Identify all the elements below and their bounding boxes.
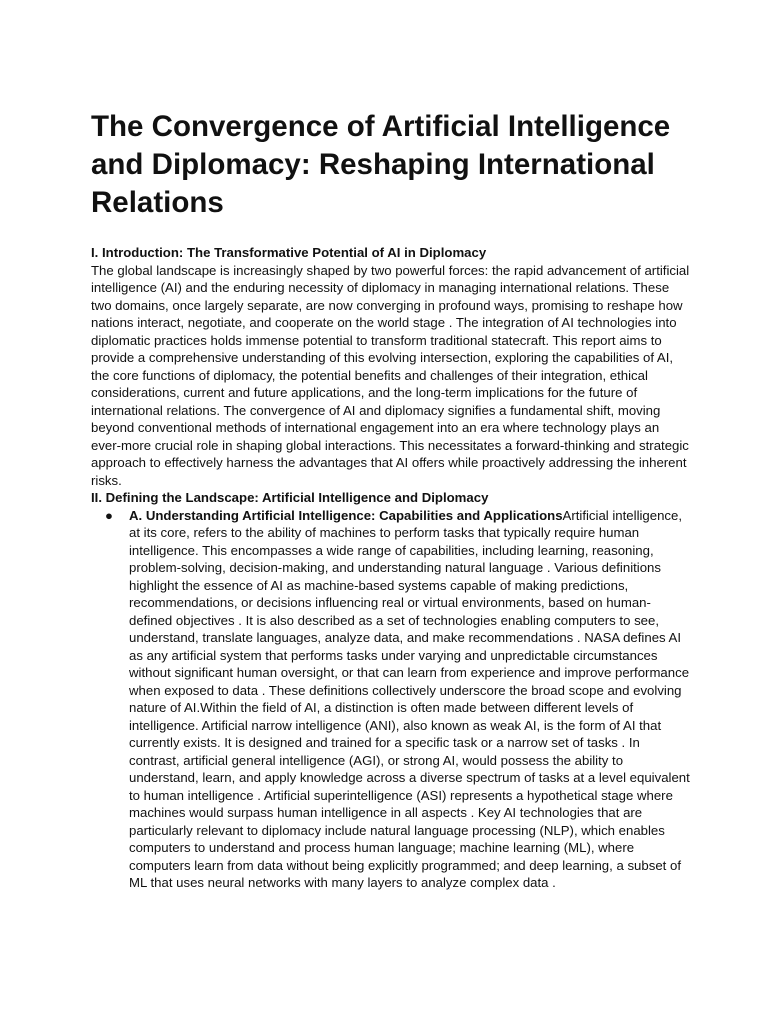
bullet-text: Artificial intelligence, at its core, refers to the ability of machines to perform tasks that typically require human intelligence. This encompasses a wide range of capabilities, including learning, reasoning, problem-solving, decision-making, and understanding natural language . Various definitions highlight the essence of AI as machine-based systems capable of making predictions, recommendations, or decisions influencing real or virtual environments, based on human-defined objectives . It is also described as a set of technologies enabling computers to see, understand, translate languages, analyze data, and make recommendations . NASA defines AI as any artificial system that performs tasks under varying and unpredictable circumstances without significant human oversight, or that can learn from experience and improve performance when exposed to data . These definitions collectively underscore the broad scope and evolving nature of AI.Within the field of AI, a distinction is often made between different levels of intelligence. Artificial narrow intelligence (ANI), also known as weak AI, is the form of AI that currently exists. It is designed and trained for a specific task or a narrow set of tasks . In contrast, artificial general intelligence (AGI), or strong AI, would possess the ability to understand, learn, and apply knowledge across a diverse spectrum of tasks at a level equivalent to human intelligence . Artificial superintelligence (ASI) represents a hypothetical stage where machines would surpass human intelligence in all aspects . Key AI technologies that are particularly relevant to diplomacy include natural language processing (NLP), which enables computers to understand and process human language; machine learning (ML), where computers learn from data without being explicitly programmed; and deep learning, a subset of ML that uses neural networks with many layers to analyze complex data . xyxy=(129,507,690,890)
document-title: The Convergence of Artificial Intelligence and Diplomacy: Reshaping International Relations xyxy=(91,110,671,219)
bullet-list xyxy=(91,507,691,892)
section-defining-landscape xyxy=(91,489,691,892)
bullet-heading: A. Understanding Artificial Intelligence: Capabilities and Applications xyxy=(129,507,563,523)
introduction-paragraph: The global landscape is increasingly shaped by two powerful forces: the rapid advancement of artificial intelligence (AI) and the enduring necessity of diplomacy in managing international relations. These two domains, once largely separate, are now converging in profound ways, promising to reshape how nations interact, negotiate, and cooperate on the world stage . The integration of AI technologies into diplomatic practices holds immense potential to transform traditional statecraft. This report aims to provide a comprehensive understanding of this evolving intersection, exploring the capabilities of AI, the core functions of diplomacy, the potential benefits and challenges of their integration, ethical considerations, current and future applications, and the long-term implications for the future of international relations. The convergence of AI and diplomacy signifies a fundamental shift, moving beyond conventional methods of international engagement into an era where technology plays an ever-more crucial role in shaping global interactions. This necessitates a forward-thinking and strategic approach to effectively harness the advantages that AI offers while proactively addressing the inherent risks. xyxy=(91,262,690,488)
document-page xyxy=(91,108,691,892)
section-introduction xyxy=(91,244,691,489)
bullet-marker: ● xyxy=(105,507,113,523)
list-item xyxy=(91,507,691,892)
section-heading-defining-landscape: II. Defining the Landscape: Artificial Intelligence and Diplomacy xyxy=(91,490,489,505)
section-heading-introduction: I. Introduction: The Transformative Potential of AI in Diplomacy xyxy=(91,245,487,260)
